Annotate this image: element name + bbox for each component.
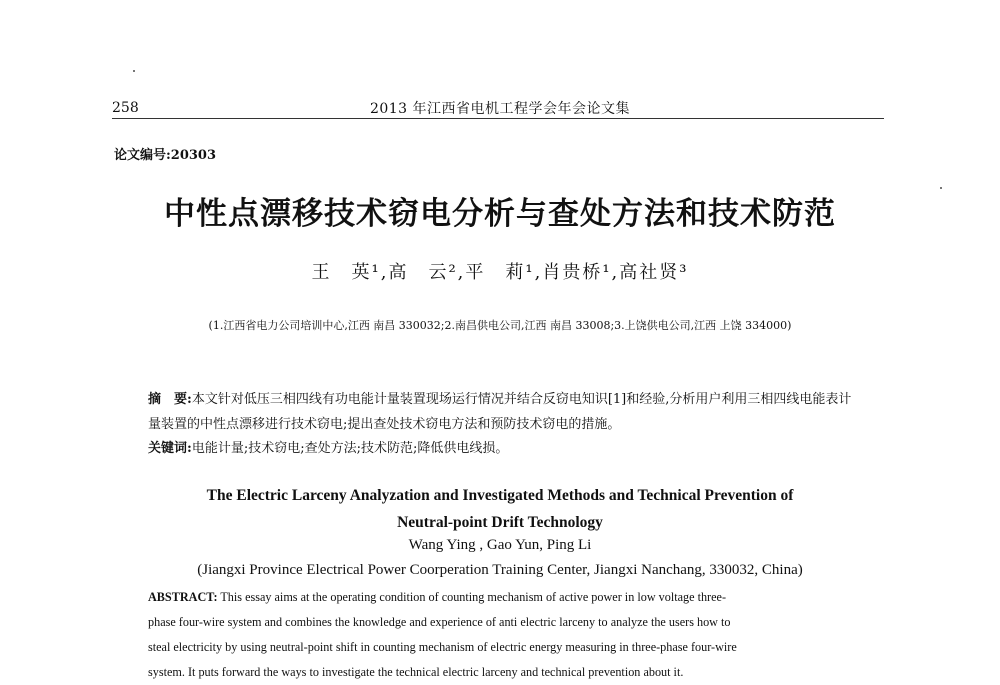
english-abstract-line-3: steal electricity by using neutral-point shift in counting mechanism of electric energy measuring in three-phase four-wire bbox=[148, 640, 737, 654]
english-title-line-2: Neutral-point Drift Technology bbox=[397, 514, 603, 531]
paper-number: 论文编号:20303 bbox=[114, 148, 217, 163]
chinese-abstract-label: 摘 要: bbox=[148, 392, 192, 407]
chinese-authors: 王 英¹,高 云²,平 莉¹,肖贵桥¹,高社贤³ bbox=[311, 262, 689, 283]
chinese-abstract bbox=[148, 387, 856, 437]
english-abstract-line-1 bbox=[148, 585, 860, 610]
english-affiliation: (Jiangxi Province Electrical Power Coorperation Training Center, Jiangxi Nanchang, 330032, China) bbox=[197, 562, 803, 578]
english-abstract-line-4: system. It puts forward the ways to investigate the technical electric larceny and technical prevention about it. bbox=[148, 665, 684, 679]
chinese-title: 中性点漂移技术窃电分析与查处方法和技术防范 bbox=[164, 196, 836, 232]
english-title bbox=[0, 482, 1000, 536]
running-header: 2013 年江西省电机工程学会年会论文集 bbox=[369, 101, 631, 117]
scan-speck bbox=[133, 70, 135, 72]
english-abstract-label: ABSTRACT: bbox=[148, 590, 218, 604]
english-title-line-1: The Electric Larceny Analyzation and Investigated Methods and Technical Prevention of bbox=[206, 487, 794, 504]
chinese-affiliation: (1.江西省电力公司培训中心,江西 南昌 330032;2.南昌供电公司,江西 南昌 33008;3.上饶供电公司,江西 上饶 334000) bbox=[208, 319, 792, 332]
page-number: 258 bbox=[112, 100, 139, 116]
header-rule bbox=[112, 118, 884, 119]
english-abstract-line-2: phase four-wire system and combines the knowledge and experience of anti electric larceny to analyze the users how to bbox=[148, 615, 731, 629]
chinese-keywords-text: 电能计量;技术窃电;查处方法;技术防范;降低供电线损。 bbox=[191, 441, 509, 456]
chinese-keywords-label: 关键词: bbox=[148, 441, 192, 456]
english-abstract bbox=[148, 585, 860, 685]
chinese-keywords bbox=[148, 437, 508, 456]
scan-speck bbox=[940, 187, 942, 189]
chinese-abstract-text: 本文针对低压三相四线有功电能计量装置现场运行情况并结合反窃电知识[1]和经验,分析用户利用三相四线电能表计量装置的中性点漂移进行技术窃电;提出查处技术窃电方法和预防技术窃电的措施。 bbox=[148, 392, 852, 432]
english-authors: Wang Ying , Gao Yun, Ping Li bbox=[408, 537, 592, 553]
english-abstract-line-1-text: This essay aims at the operating condition of counting mechanism of active power in low voltage three- bbox=[217, 590, 726, 604]
